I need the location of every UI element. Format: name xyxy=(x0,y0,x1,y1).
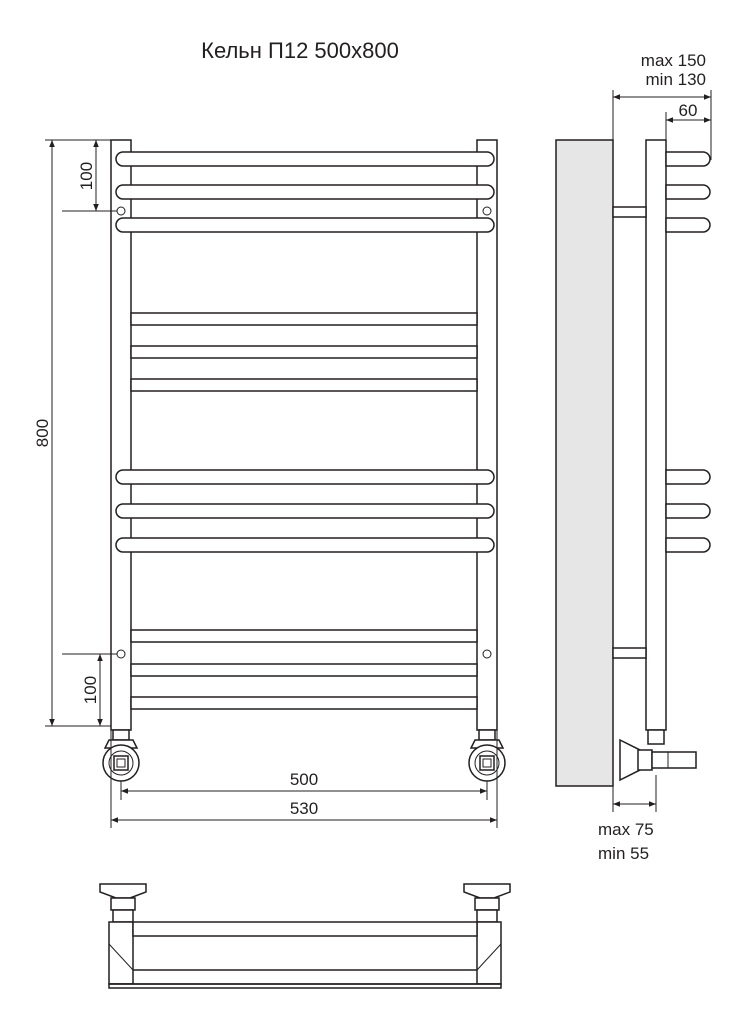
overall-width-label: 530 xyxy=(289,799,319,818)
inner-bar xyxy=(131,379,477,391)
towel-bar xyxy=(116,538,494,552)
dimension-axis-width xyxy=(121,770,487,800)
top-bar-group xyxy=(116,152,494,232)
side-valve xyxy=(620,730,696,780)
dimension-wall-offset xyxy=(598,775,656,863)
towel-bar xyxy=(116,185,494,199)
wall-offset-min-label: min 55 xyxy=(598,844,650,863)
top-bar-inner xyxy=(133,922,477,936)
front-view xyxy=(33,140,505,828)
axis-width-label: 500 xyxy=(289,770,319,789)
towel-bar xyxy=(116,218,494,232)
wall-bracket xyxy=(613,648,646,658)
dimension-bottom-offset xyxy=(62,654,117,726)
towel-bar xyxy=(116,470,494,484)
depth-min-label: min 130 xyxy=(645,70,706,89)
inner-bar xyxy=(131,697,477,709)
dimension-bar-depth xyxy=(666,101,711,140)
depth-max-label: max 150 xyxy=(640,51,706,70)
towel-bar xyxy=(116,152,494,166)
wall-offset-max-label: max 75 xyxy=(598,820,654,839)
inner-bar xyxy=(131,346,477,358)
height-label: 800 xyxy=(33,418,52,448)
mid-bar-group xyxy=(116,470,494,552)
top-view xyxy=(100,884,510,988)
side-top-bars xyxy=(666,152,710,232)
inner-bar xyxy=(131,313,477,325)
top-right-cap xyxy=(464,884,510,898)
wall-bracket xyxy=(613,207,646,217)
product-title: Кельн П12 500x800 xyxy=(201,38,399,63)
bottom-offset-label: 100 xyxy=(81,675,100,705)
inner-bar xyxy=(131,664,477,676)
dimension-height xyxy=(33,140,111,726)
left-valve xyxy=(103,730,139,781)
top-right-rail xyxy=(477,922,501,984)
inner-bar xyxy=(131,630,477,642)
side-view xyxy=(556,51,711,863)
right-valve xyxy=(469,730,505,781)
wall xyxy=(556,140,613,786)
inner-bar-group-1 xyxy=(131,313,477,391)
inner-bar-group-2 xyxy=(131,630,477,709)
side-mid-bars xyxy=(666,470,710,552)
top-offset-label: 100 xyxy=(77,161,96,191)
dimension-top-offset xyxy=(62,140,117,211)
top-left-rail xyxy=(109,922,133,984)
bar-depth-label: 60 xyxy=(678,101,698,120)
top-left-cap xyxy=(100,884,146,898)
side-rail xyxy=(646,140,666,730)
towel-bar xyxy=(116,504,494,518)
